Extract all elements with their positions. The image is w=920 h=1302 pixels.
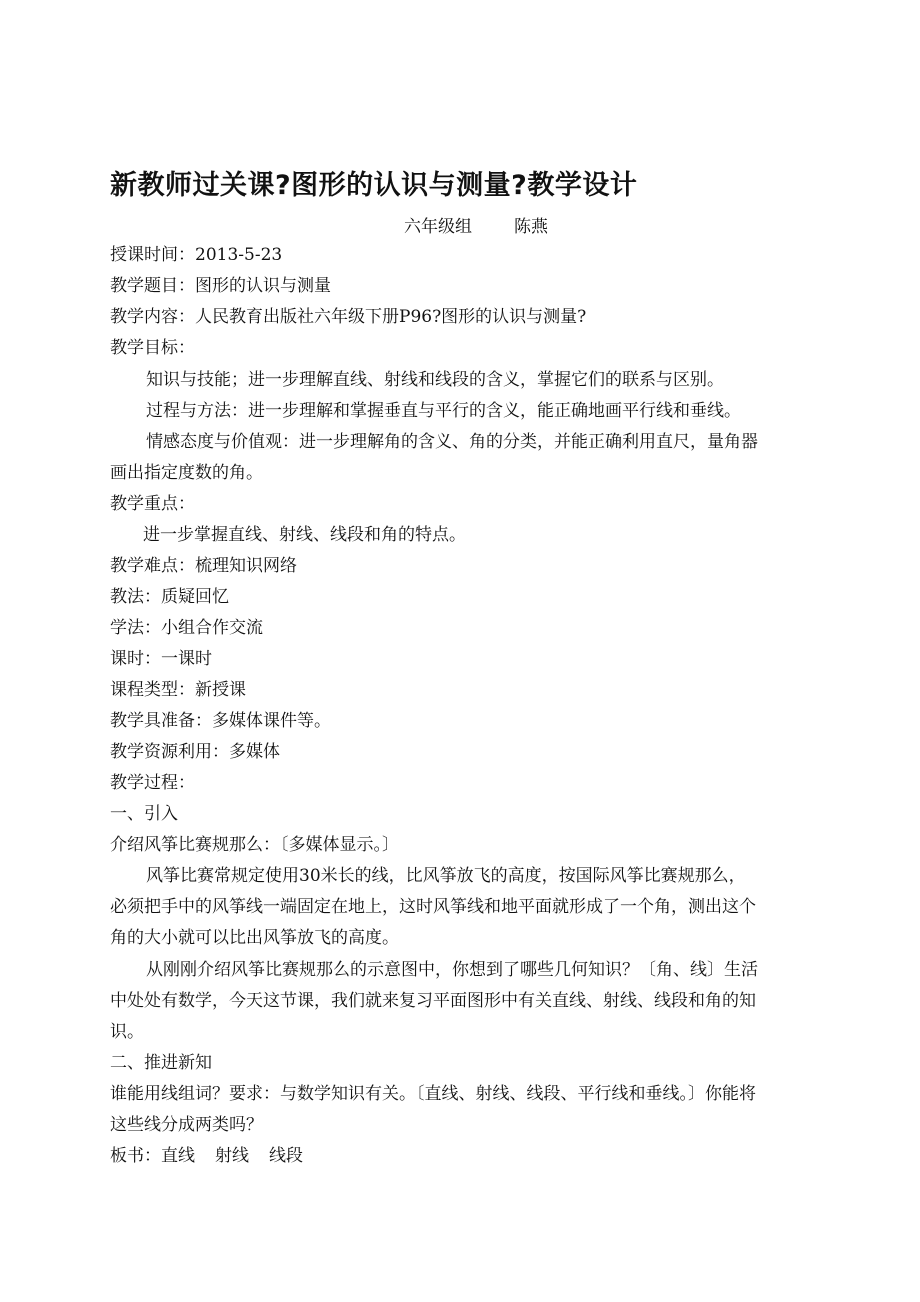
board-item-ray: 射线 bbox=[215, 1146, 249, 1166]
paragraph-geometry-line1: 从刚刚介绍风筝比赛规那么的示意图中，你想到了哪些几何知识？〔角、线〕生活 bbox=[146, 960, 758, 980]
board-item-line: 直线 bbox=[161, 1146, 195, 1166]
byline-author: 陈燕 bbox=[514, 217, 548, 237]
goal-emotion-line1: 情感态度与价值观：进一步理解角的含义、角的分类，并能正确利用直尺，量角器 bbox=[146, 432, 758, 452]
byline bbox=[404, 212, 548, 237]
key-point: 进一步掌握直线、射线、线段和角的特点。 bbox=[143, 525, 466, 545]
byline-group: 六年级组 bbox=[404, 217, 472, 237]
goals-heading: 教学目标： bbox=[110, 338, 195, 358]
paragraph-kite-line2: 必须把手中的风筝线一端固定在地上，这时风筝线和地平面就形成了一个角，测出这个 bbox=[110, 897, 756, 917]
teaching-method: 教法：质疑回忆 bbox=[110, 587, 229, 607]
paragraph-geometry-line3: 识。 bbox=[110, 1022, 144, 1042]
teaching-difficulty: 教学难点：梳理知识网络 bbox=[110, 556, 297, 576]
board-item-segment: 线段 bbox=[269, 1146, 303, 1166]
goal-process: 过程与方法：进一步理解和掌握垂直与平行的含义，能正确地画平行线和垂线。 bbox=[146, 401, 741, 421]
paragraph-kite-line3: 角的大小就可以比出风筝放飞的高度。 bbox=[110, 928, 399, 948]
teaching-content: 教学内容：人民教育出版社六年级下册P96?图形的认识与测量? bbox=[110, 307, 587, 327]
class-period: 课时：一课时 bbox=[110, 649, 212, 669]
paragraph-lines-line1: 谁能用线组词？要求：与数学知识有关。〔直线、射线、线段、平行线和垂线。〕你能将 bbox=[110, 1084, 756, 1104]
board-label: 板书： bbox=[110, 1146, 161, 1166]
course-type: 课程类型：新授课 bbox=[110, 680, 246, 700]
goal-emotion-line2: 画出指定度数的角。 bbox=[110, 463, 263, 483]
document-title: 新教师过关课?图形的认识与测量?教学设计 bbox=[110, 170, 638, 201]
board-writing bbox=[110, 1145, 303, 1167]
paragraph-kite-line1: 风筝比赛常规定使用30米长的线，比风筝放飞的高度，按国际风筝比赛规那么， bbox=[146, 866, 746, 886]
section-heading-intro: 一、引入 bbox=[110, 804, 178, 824]
section-heading-new: 二、推进新知 bbox=[110, 1053, 212, 1073]
teaching-preparation: 教学具准备：多媒体课件等。 bbox=[110, 711, 331, 731]
process-heading: 教学过程： bbox=[110, 773, 195, 793]
teaching-time: 授课时间：2013-5-23 bbox=[110, 245, 283, 265]
teaching-resources: 教学资源利用：多媒体 bbox=[110, 742, 280, 762]
intro-rules: 介绍风筝比赛规那么：〔多媒体显示。〕 bbox=[110, 835, 399, 855]
key-heading: 教学重点： bbox=[110, 494, 195, 514]
teaching-topic: 教学题目：图形的认识与测量 bbox=[110, 276, 331, 296]
learning-method: 学法：小组合作交流 bbox=[110, 618, 263, 638]
paragraph-lines-line2: 这些线分成两类吗？ bbox=[110, 1115, 263, 1135]
paragraph-geometry-line2: 中处处有数学，今天这节课，我们就来复习平面图形中有关直线、射线、线段和角的知 bbox=[110, 991, 756, 1011]
goal-knowledge: 知识与技能；进一步理解直线、射线和线段的含义，掌握它们的联系与区别。 bbox=[146, 370, 724, 390]
